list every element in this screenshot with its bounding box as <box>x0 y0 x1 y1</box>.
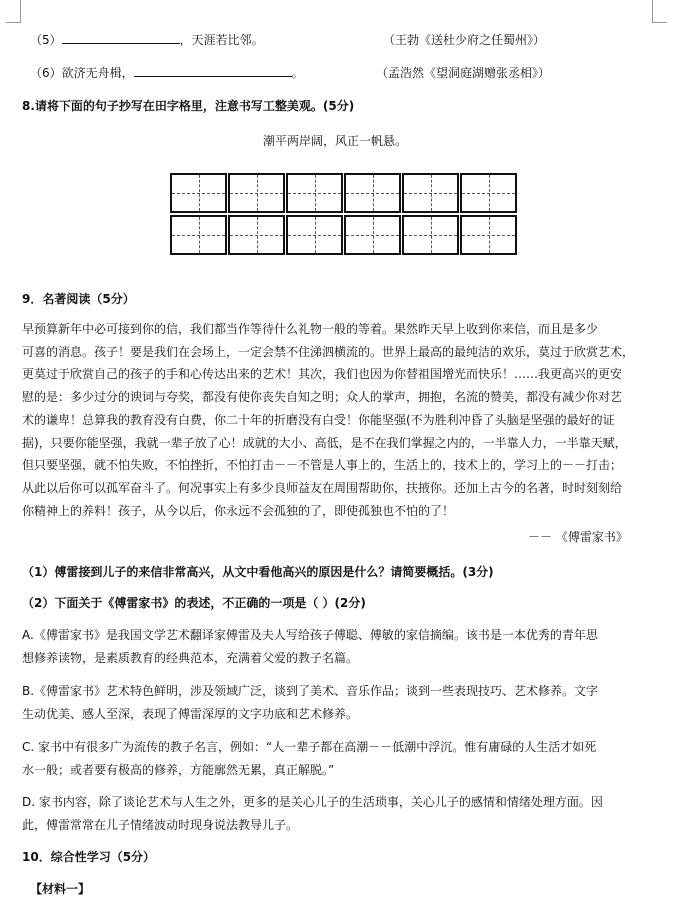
question-10-title: 10．综合性学习（5分） <box>22 850 156 864</box>
sub-question-1: （1）傅雷接到儿子的来信非常高兴，从文中看他高兴的原因是什么？请简要概括。(3分) <box>22 565 494 579</box>
option-line: 此，傅雷常常在儿子情绪波动时现身说法教导儿子。 <box>22 817 299 832</box>
grid-cell[interactable] <box>228 215 285 255</box>
question-8-title: 8.请将下面的句子抄写在田字格里，注意书写工整美观。(5分) <box>22 99 355 113</box>
passage-line: 但只要坚强，就不怕失败，不怕挫折，不怕打击－－不管是人事上的，生活上的，技术上的，学习上的－－打击； <box>22 458 623 473</box>
poem-text: 。 <box>291 66 304 80</box>
crop-mark-left <box>6 0 21 23</box>
poem-text: ，天涯若比邻。 <box>179 33 264 47</box>
passage <box>22 318 650 522</box>
option-c <box>22 736 652 781</box>
option-b <box>22 680 652 725</box>
grid-cell[interactable] <box>344 215 401 255</box>
passage-line: 术的谦卑！总算我的教育没有白费，你二十年的折磨没有白受！你能坚强(不为胜利冲昏了头脑是坚强的最好的证 <box>22 412 615 427</box>
grid-cell[interactable] <box>402 215 459 255</box>
option-line: A.《傅雷家书》是我国文学艺术翻译家傅雷及夫人写给孩子傅聪、傅敏的家信摘编。该书是一本优秀的青年思 <box>22 628 598 642</box>
option-line: D. 家书内容，除了谈论艺术与人生之外，更多的是关心儿子的生活琐事，关心儿子的感情和情绪处理方面。因 <box>22 795 603 809</box>
option-line: 生动优美、感人至深，表现了傅雷深厚的文字功底和艺术修养。 <box>22 706 359 721</box>
passage-line: 据)，只要你能坚强，我就一辈子放了心！成就的大小、高低，是不在我们掌握之内的，一半靠人力，一半靠天赋， <box>22 435 627 450</box>
grid-cell[interactable] <box>344 173 401 213</box>
poem-line-6 <box>30 64 304 81</box>
material-label: 【材料一】 <box>30 882 91 896</box>
sub-question-2: （2）下面关于《傅雷家书》的表述，不正确的一项是（ ）(2分) <box>22 596 366 610</box>
poem-source: （王勃《送杜少府之任蜀州》） <box>383 33 546 47</box>
poem-line-5 <box>30 31 264 48</box>
grid-cell[interactable] <box>402 173 459 213</box>
question-9-title: 9．名著阅读（5分） <box>22 292 135 306</box>
option-line: C. 家书中有很多广为流传的教子名言，例如：“人一辈子都在高潮－－低潮中浮沉。惟有庸碌的人生活才如死 <box>22 740 597 754</box>
option-line: 想修养读物，是素质教育的经典范本，充满着父爱的教子名篇。 <box>22 650 359 665</box>
answer-blank[interactable] <box>62 31 180 44</box>
attribution: －－ 《傅雷家书》 <box>528 530 628 544</box>
poem-number: （5） <box>30 33 62 47</box>
passage-line: 你精神上的养料！孩子，从今以后，你永远不会孤独的了，即使孤独也不怕的了！ <box>22 503 455 518</box>
passage-line: 慰的是：多少过分的谀词与夸奖，都没有使你丧失自知之明；众人的掌声，拥抱，名流的赞美，都没有减少你对艺 <box>22 390 623 405</box>
passage-line: 可喜的消息。孩子！要是我们在会场上，一定会禁不住涕泗横流的。世界上最高的最纯洁的欢乐，莫过于欣赏艺术， <box>22 344 635 359</box>
option-line: B.《傅雷家书》艺术特色鲜明，涉及领域广泛，谈到了美术、音乐作品；谈到一些表现技巧、艺术修养。文字 <box>22 684 599 698</box>
grid-cell[interactable] <box>460 215 517 255</box>
poem-text: （6）欲济无舟楫， <box>30 66 134 80</box>
passage-line: 从此以后你可以孤军奋斗了。何况事实上有多少良师益友在周围帮助你，扶掖你。还加上古今的名著，时时刻刻给 <box>22 480 623 495</box>
option-line: 水一般；或者要有极高的修养，方能廓然无累，真正解脱。” <box>22 762 335 777</box>
grid-cell[interactable] <box>460 173 517 213</box>
passage-line: 更莫过于欣赏自己的孩子的手和心传达出来的艺术！其次，我们也因为你替祖国增光而快乐！……我更高兴的更安 <box>22 367 623 382</box>
answer-blank[interactable] <box>134 64 292 77</box>
option-a <box>22 624 652 669</box>
grid-cell[interactable] <box>228 173 285 213</box>
copy-sentence: 潮平两岸阔，风正一帆悬。 <box>263 134 408 148</box>
tianzige-grid[interactable] <box>170 173 517 255</box>
grid-cell[interactable] <box>286 215 343 255</box>
crop-mark-right <box>652 0 667 23</box>
option-d <box>22 791 652 836</box>
poem-source: （孟浩然《望洞庭湖赠张丞相》） <box>376 66 551 80</box>
grid-cell[interactable] <box>170 173 227 213</box>
grid-cell[interactable] <box>170 215 227 255</box>
passage-line: 早预算新年中必可接到你的信，我们都当作等待什么礼物一般的等着。果然昨天早上收到你来信，而且是多少 <box>22 322 599 336</box>
grid-cell[interactable] <box>286 173 343 213</box>
